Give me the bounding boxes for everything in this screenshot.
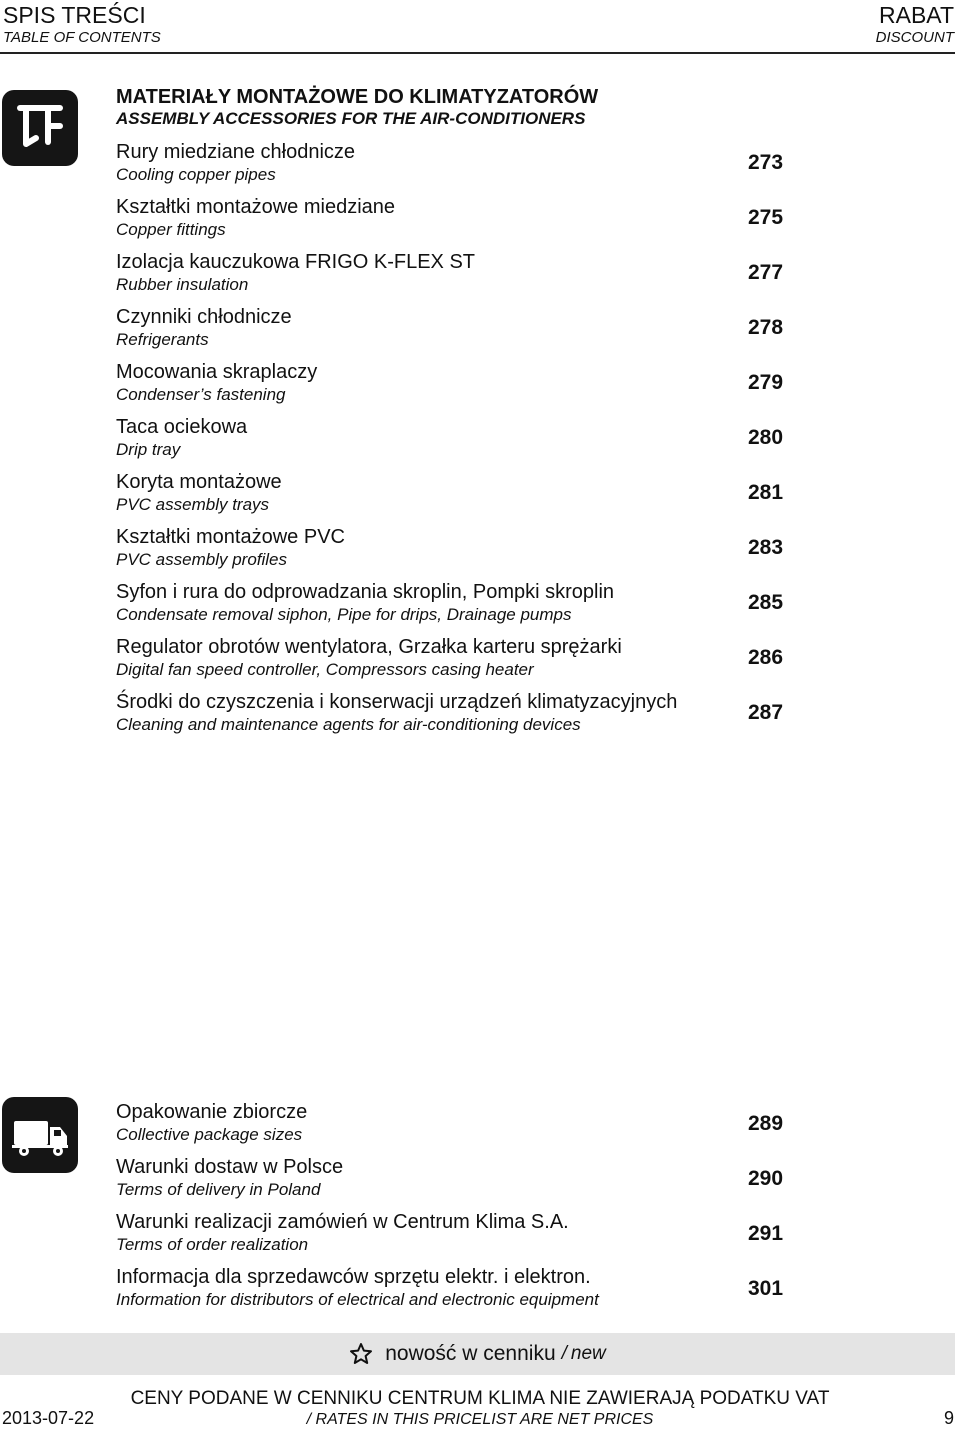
entry-page-number[interactable]: 283 (748, 536, 784, 559)
entry-title-en: PVC assembly profiles (116, 550, 288, 569)
toc-entry[interactable] (116, 140, 816, 192)
entry-title-pl: Czynniki chłodnicze (116, 306, 292, 328)
toc-entry[interactable] (116, 1155, 816, 1207)
header-rule (0, 52, 955, 54)
delivery-truck-icon (2, 1097, 78, 1173)
header-right (876, 2, 954, 48)
entry-title-pl: Taca ociekowa (116, 416, 248, 438)
entry-page-number[interactable]: 281 (748, 481, 784, 504)
entry-title-pl: Mocowania skraplaczy (116, 361, 318, 383)
entry-title-pl: Izolacja kauczukowa FRIGO K-FLEX ST (116, 251, 476, 273)
toc-entry[interactable] (116, 580, 816, 632)
assembly-bracket-icon (2, 90, 78, 166)
footer-page-number: 9 (943, 1408, 954, 1428)
toc-entry[interactable] (116, 305, 816, 357)
entry-title-pl: Kształtki montażowe PVC (116, 526, 345, 548)
toc-entry[interactable] (116, 525, 816, 577)
toc-entry[interactable] (116, 250, 816, 302)
new-legend-bar (0, 1333, 955, 1375)
toc-entry[interactable] (116, 415, 816, 467)
entry-page-number[interactable]: 280 (748, 426, 784, 449)
entry-page-number[interactable]: 279 (748, 371, 784, 394)
entry-title-en: Digital fan speed controller, Compressors casing heater (116, 660, 534, 679)
entry-title-pl: Opakowanie zbiorcze (116, 1101, 308, 1123)
star-outline-icon (349, 1342, 373, 1366)
page-title: SPIS TREŚCI (3, 2, 146, 28)
entry-title-pl: Rury miedziane chłodnicze (116, 141, 356, 163)
entry-page-number[interactable]: 273 (748, 151, 784, 174)
header-left (3, 2, 161, 48)
footer-note-pl: CENY PODANE W CENNIKU CENTRUM KLIMA NIE ZAWIERAJĄ PODATKU VAT (130, 1388, 830, 1409)
entry-page-number[interactable]: 287 (748, 701, 784, 724)
entry-title-en: Terms of order realization (116, 1235, 309, 1254)
legend-label-en: new (570, 1343, 606, 1364)
entry-page-number[interactable]: 291 (748, 1222, 784, 1245)
entry-page-number[interactable]: 277 (748, 261, 784, 284)
entry-page-number[interactable]: 275 (748, 206, 784, 229)
entry-title-en: Cooling copper pipes (116, 165, 276, 184)
toc-entry[interactable] (116, 690, 816, 742)
entry-title-en: Rubber insulation (116, 275, 249, 294)
section-title-en: ASSEMBLY ACCESSORIES FOR THE AIR-CONDITIONERS (116, 109, 586, 128)
footer-note-en: / RATES IN THIS PRICELIST ARE NET PRICES (306, 1411, 654, 1428)
entry-title-pl: Koryta montażowe (116, 471, 282, 493)
entry-title-en: Condensate removal siphon, Pipe for drips, Drainage pumps (116, 605, 572, 624)
toc-entry[interactable] (116, 195, 816, 247)
entry-title-en: Information for distributors of electrical and electronic equipment (116, 1290, 599, 1309)
toc-entry[interactable] (116, 1210, 816, 1262)
toc-entry[interactable] (116, 360, 816, 412)
entry-title-pl: Warunki dostaw w Polsce (116, 1156, 344, 1178)
footer-date: 2013-07-22 (2, 1408, 95, 1428)
entry-page-number[interactable]: 289 (748, 1112, 784, 1135)
entry-title-en: PVC assembly trays (116, 495, 270, 514)
entry-page-number[interactable]: 290 (748, 1167, 784, 1190)
entry-title-pl: Środki do czyszczenia i konserwacji urządzeń klimatyzacyjnych (116, 691, 678, 713)
entry-title-en: Collective package sizes (116, 1125, 303, 1144)
discount-title: RABAT (879, 2, 954, 28)
section-title-pl: MATERIAŁY MONTAŻOWE DO KLIMATYZATORÓW (116, 86, 599, 108)
entry-title-pl: Kształtki montażowe miedziane (116, 196, 396, 218)
legend-separator: / (561, 1343, 567, 1364)
entry-title-pl: Syfon i rura do odprowadzania skroplin, Pompki skroplin (116, 581, 615, 603)
footer-note (0, 1388, 960, 1430)
entry-title-en: Condenser’s fastening (116, 385, 286, 404)
entry-title-pl: Regulator obrotów wentylatora, Grzałka karteru sprężarki (116, 636, 622, 658)
page-subtitle: TABLE OF CONTENTS (3, 29, 161, 46)
entry-title-pl: Informacja dla sprzedawców sprzętu elektr. i elektron. (116, 1266, 591, 1288)
entry-page-number[interactable]: 285 (748, 591, 784, 614)
entry-title-en: Refrigerants (116, 330, 209, 349)
toc-entry[interactable] (116, 470, 816, 522)
entry-page-number[interactable]: 278 (748, 316, 784, 339)
toc-entry[interactable] (116, 1265, 816, 1317)
toc-entry[interactable] (116, 1100, 816, 1152)
entry-page-number[interactable]: 286 (748, 646, 784, 669)
entry-page-number[interactable]: 301 (748, 1277, 784, 1300)
legend-label-pl: nowość w cenniku (385, 1342, 556, 1365)
entry-title-en: Terms of delivery in Poland (116, 1180, 321, 1199)
toc-entry[interactable] (116, 635, 816, 687)
entry-title-en: Cleaning and maintenance agents for air-conditioning devices (116, 715, 581, 734)
discount-subtitle: DISCOUNT (875, 29, 954, 46)
section-title-assembly (116, 85, 598, 129)
entry-title-en: Drip tray (116, 440, 181, 459)
entry-title-en: Copper fittings (116, 220, 226, 239)
entry-title-pl: Warunki realizacji zamówień w Centrum Klima S.A. (116, 1211, 569, 1233)
